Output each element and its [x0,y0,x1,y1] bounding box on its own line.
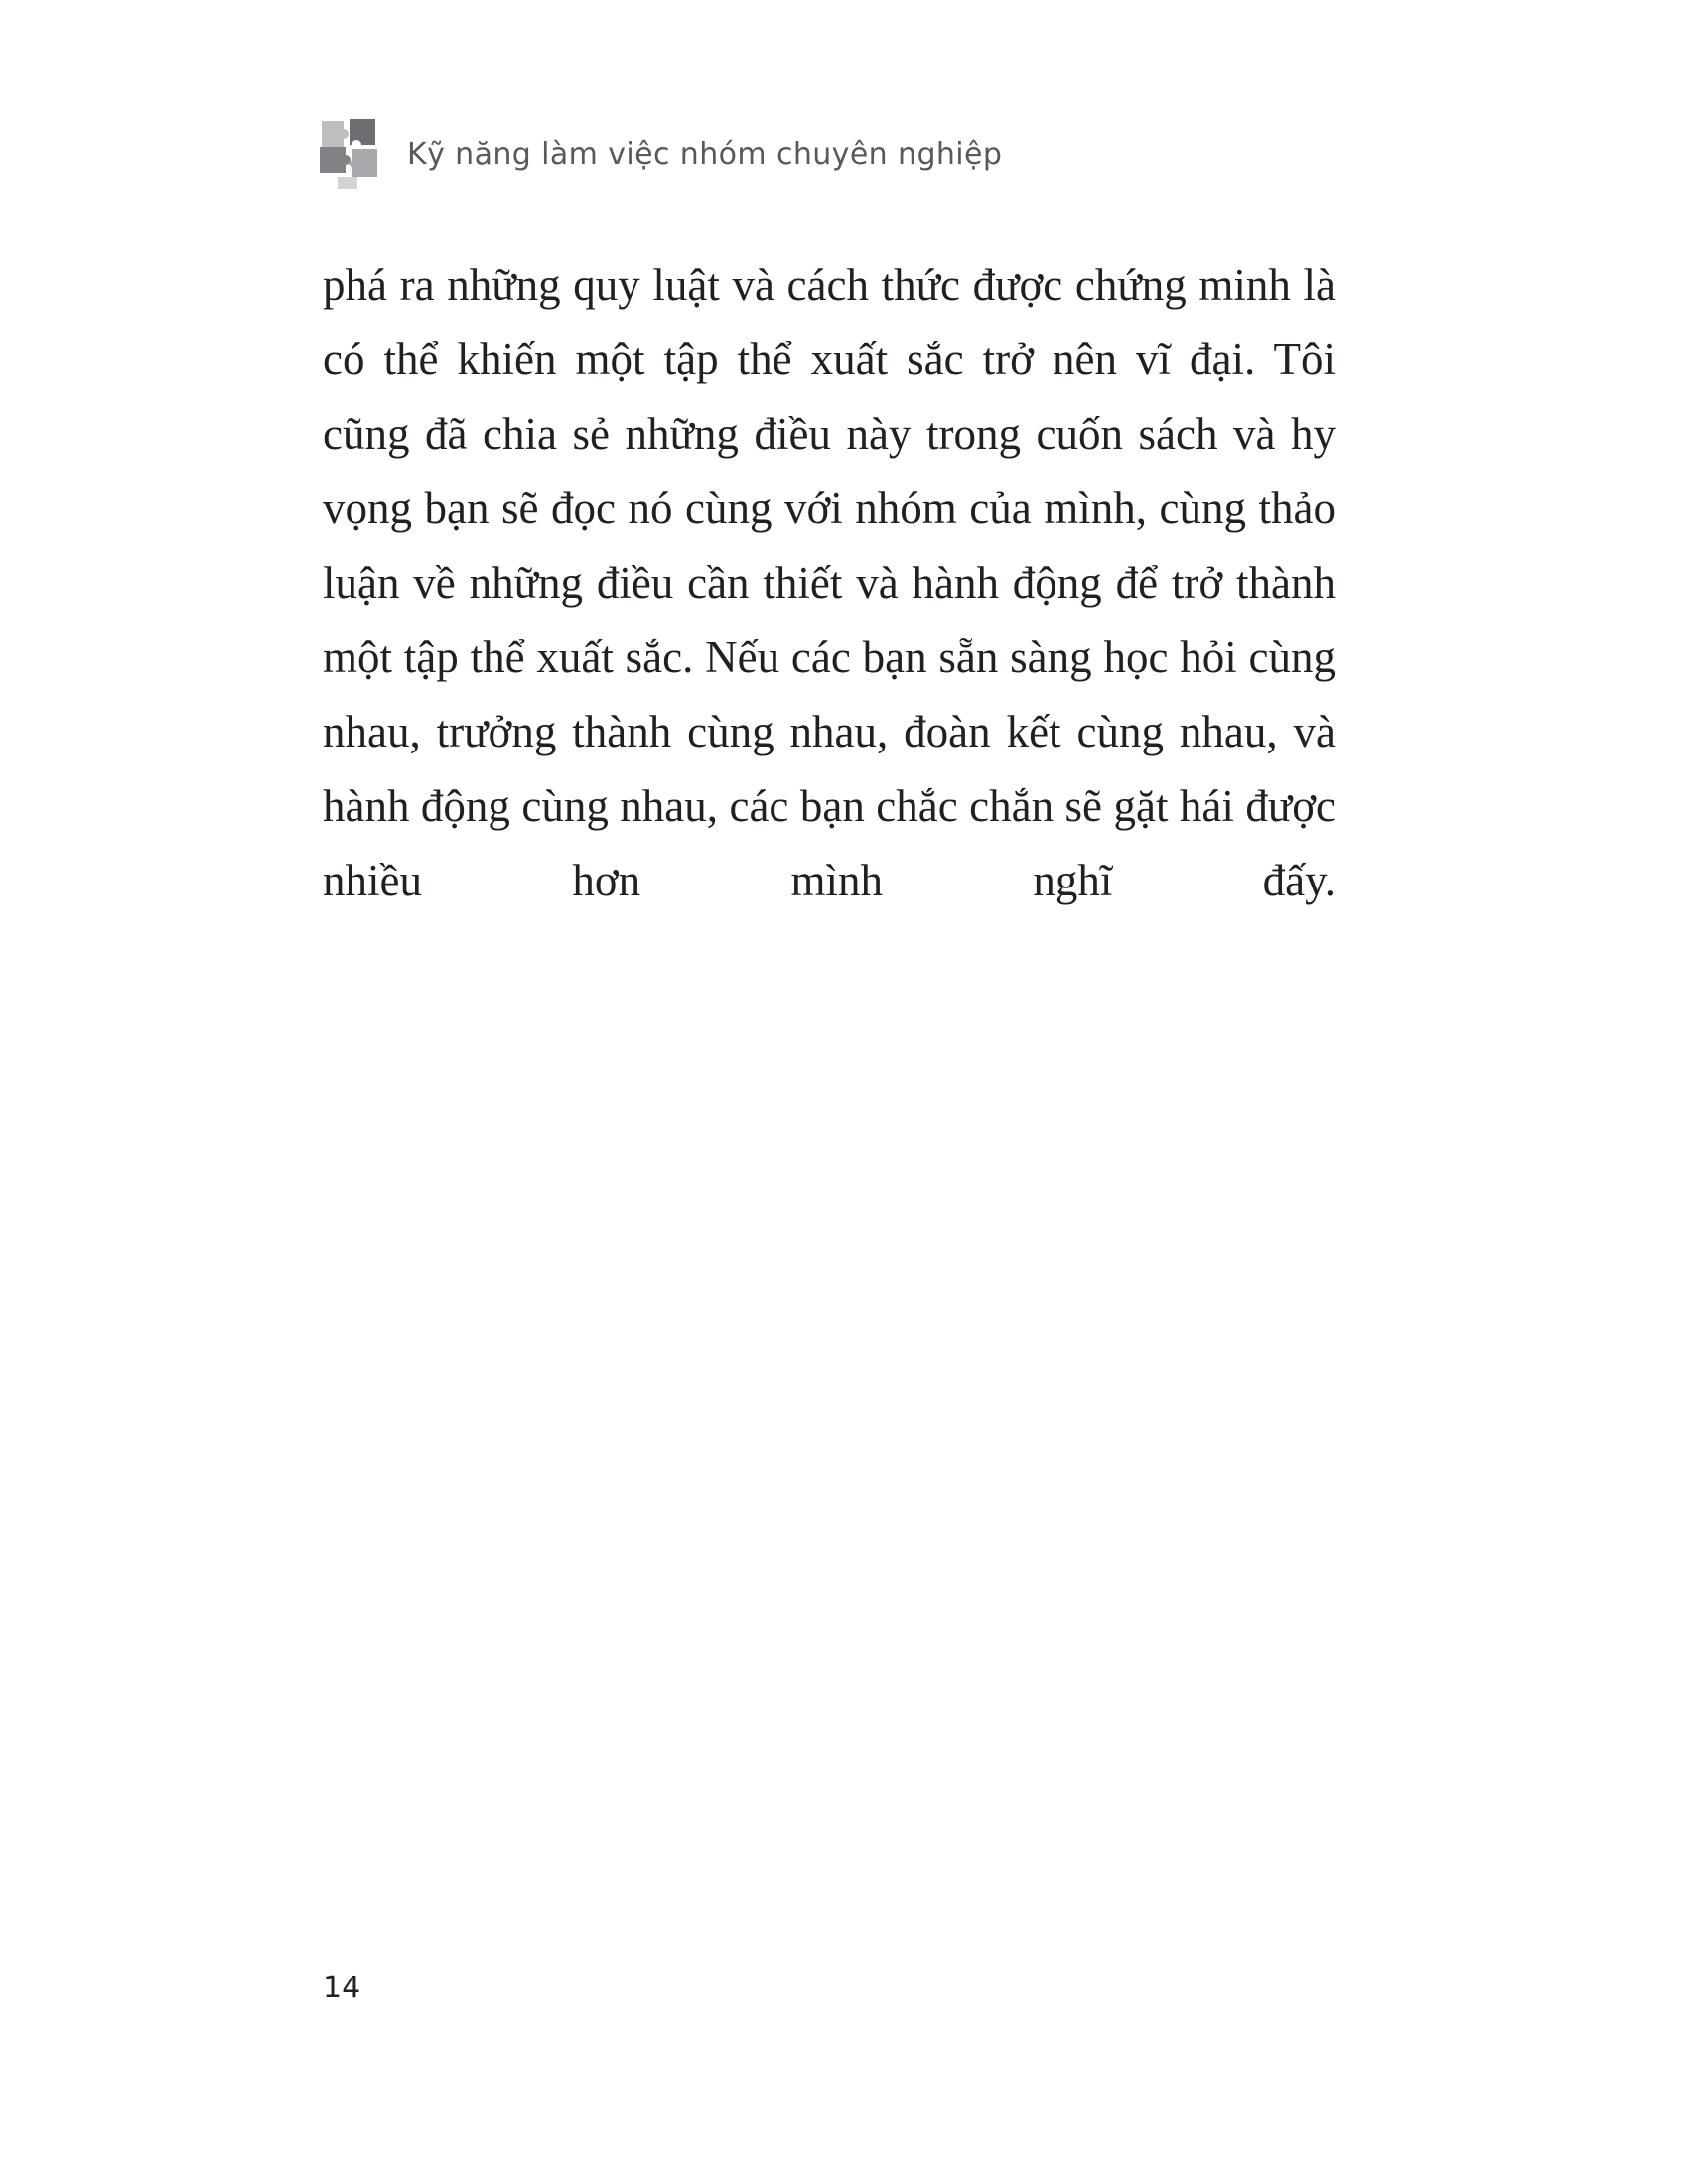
running-header-title: Kỹ năng làm việc nhóm chuyên nghiệp [407,137,1003,172]
puzzle-pieces-icon [316,117,385,193]
body-text-column [323,248,1336,993]
body-paragraph: phá ra những quy luật và cách thức được chứng minh là có thể khiến một tập thể xuất sắc trở nên vĩ đại. Tôi cũng đã chia sẻ những điều này trong cuốn sách và hy vọng bạn sẽ đọc nó cùng với nhóm của mình, cùng thảo luận về những điều cần thiết và hành động để trở thành một tập thể xuất sắc. Nếu các bạn sẵn sàng học hỏi cùng nhau, trưởng thành cùng nhau, đoàn kết cùng nhau, và hành động cùng nhau, các bạn chắc chắn sẽ gặt hái được nhiều hơn mình nghĩ đấy. [323,260,1336,905]
running-header [316,117,1002,193]
page-number: 14 [323,1971,361,2005]
